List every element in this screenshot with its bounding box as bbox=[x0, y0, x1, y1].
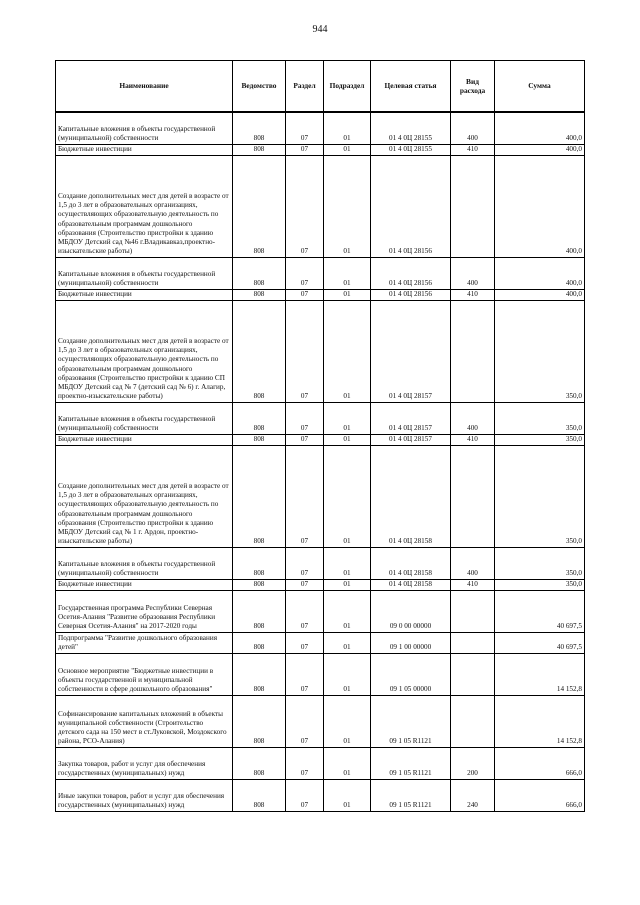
table-row bbox=[56, 779, 585, 811]
row-vid bbox=[451, 632, 495, 653]
row-vid: 410 bbox=[451, 579, 495, 590]
row-vid: 410 bbox=[451, 289, 495, 300]
row-name: Подпрограмма "Развитие дошкольного образования детей" bbox=[56, 632, 233, 653]
row-name: Софинансирование капитальных вложений в объекты муниципальной собственности (Строительство детского сада на 150 мест в ст.Луковской, Моздокского района, РСО-Алания) bbox=[56, 695, 233, 747]
row-podrazdel: 01 bbox=[324, 747, 371, 779]
row-name: Основное мероприятие "Бюджетные инвестиции в объекты государственной и муниципальной собственности в сфере дошкольного образования" bbox=[56, 653, 233, 695]
row-razdel: 07 bbox=[286, 579, 324, 590]
row-summa: 400,0 bbox=[495, 144, 585, 155]
row-name: Капитальные вложения в объекты государственной (муниципальной) собственности bbox=[56, 112, 233, 144]
row-statya: 01 4 0Ц 28157 bbox=[371, 434, 451, 445]
table-body bbox=[56, 112, 585, 811]
row-vid bbox=[451, 653, 495, 695]
row-podrazdel: 01 bbox=[324, 590, 371, 632]
row-razdel: 07 bbox=[286, 653, 324, 695]
table-row bbox=[56, 434, 585, 445]
row-statya: 01 4 0Ц 28155 bbox=[371, 112, 451, 144]
table-header-row bbox=[56, 61, 585, 113]
table-row bbox=[56, 547, 585, 579]
row-name: Создание дополнительных мест для детей в возрасте от 1,5 до 3 лет в образовательных организациях, осуществляющих образовательную деятельность по образовательным программам дошкольного образования (Строительство пристройки к зданию МБДОУ Детский сад №46 г.Владикавказ,проектно-изыскательские работы) bbox=[56, 155, 233, 257]
row-vedomstvo: 808 bbox=[233, 155, 286, 257]
row-razdel: 07 bbox=[286, 144, 324, 155]
row-vedomstvo: 808 bbox=[233, 402, 286, 434]
row-razdel: 07 bbox=[286, 402, 324, 434]
row-name: Закупка товаров, работ и услуг для обеспечения государственных (муниципальных) нужд bbox=[56, 747, 233, 779]
row-razdel: 07 bbox=[286, 445, 324, 547]
row-vid: 400 bbox=[451, 402, 495, 434]
row-summa: 400,0 bbox=[495, 257, 585, 289]
row-podrazdel: 01 bbox=[324, 445, 371, 547]
row-statya: 01 4 0Ц 28157 bbox=[371, 402, 451, 434]
row-summa: 350,0 bbox=[495, 300, 585, 402]
row-podrazdel: 01 bbox=[324, 402, 371, 434]
table-row bbox=[56, 155, 585, 257]
row-vedomstvo: 808 bbox=[233, 653, 286, 695]
row-razdel: 07 bbox=[286, 695, 324, 747]
row-statya: 01 4 0Ц 28158 bbox=[371, 579, 451, 590]
row-podrazdel: 01 bbox=[324, 632, 371, 653]
row-statya: 09 1 05 R1121 bbox=[371, 695, 451, 747]
header-razdel: Раздел bbox=[286, 61, 324, 113]
row-podrazdel: 01 bbox=[324, 300, 371, 402]
row-statya: 01 4 0Ц 28158 bbox=[371, 445, 451, 547]
row-summa: 40 697,5 bbox=[495, 632, 585, 653]
row-vid bbox=[451, 590, 495, 632]
page-number: 944 bbox=[312, 24, 328, 35]
row-razdel: 07 bbox=[286, 590, 324, 632]
row-podrazdel: 01 bbox=[324, 112, 371, 144]
row-statya: 09 0 00 00000 bbox=[371, 590, 451, 632]
row-summa: 350,0 bbox=[495, 402, 585, 434]
row-vid: 400 bbox=[451, 112, 495, 144]
table-row bbox=[56, 747, 585, 779]
row-razdel: 07 bbox=[286, 434, 324, 445]
row-name: Бюджетные инвестиции bbox=[56, 144, 233, 155]
table-row bbox=[56, 653, 585, 695]
header-podrazdel: Подраздел bbox=[324, 61, 371, 113]
row-vedomstvo: 808 bbox=[233, 579, 286, 590]
row-razdel: 07 bbox=[286, 632, 324, 653]
row-statya: 01 4 0Ц 28155 bbox=[371, 144, 451, 155]
row-vedomstvo: 808 bbox=[233, 747, 286, 779]
row-summa: 14 152,8 bbox=[495, 695, 585, 747]
row-vedomstvo: 808 bbox=[233, 445, 286, 547]
row-summa: 666,0 bbox=[495, 747, 585, 779]
row-name: Капитальные вложения в объекты государственной (муниципальной) собственности bbox=[56, 257, 233, 289]
table-row bbox=[56, 402, 585, 434]
row-razdel: 07 bbox=[286, 747, 324, 779]
row-vid: 240 bbox=[451, 779, 495, 811]
row-vedomstvo: 808 bbox=[233, 257, 286, 289]
row-vedomstvo: 808 bbox=[233, 144, 286, 155]
row-name: Бюджетные инвестиции bbox=[56, 434, 233, 445]
row-summa: 40 697,5 bbox=[495, 590, 585, 632]
row-summa: 666,0 bbox=[495, 779, 585, 811]
header-summa: Сумма bbox=[495, 61, 585, 113]
table-row bbox=[56, 590, 585, 632]
row-vedomstvo: 808 bbox=[233, 590, 286, 632]
row-vedomstvo: 808 bbox=[233, 695, 286, 747]
row-vid: 400 bbox=[451, 257, 495, 289]
header-vid: Вид расхода bbox=[451, 61, 495, 113]
row-vedomstvo: 808 bbox=[233, 779, 286, 811]
row-summa: 14 152,8 bbox=[495, 653, 585, 695]
row-vid: 200 bbox=[451, 747, 495, 779]
row-statya: 01 4 0Ц 28158 bbox=[371, 547, 451, 579]
row-podrazdel: 01 bbox=[324, 653, 371, 695]
table-row bbox=[56, 144, 585, 155]
row-name: Иные закупки товаров, работ и услуг для обеспечения государственных (муниципальных) нужд bbox=[56, 779, 233, 811]
row-vedomstvo: 808 bbox=[233, 547, 286, 579]
row-podrazdel: 01 bbox=[324, 289, 371, 300]
row-summa: 350,0 bbox=[495, 579, 585, 590]
table-row bbox=[56, 300, 585, 402]
row-vedomstvo: 808 bbox=[233, 289, 286, 300]
row-name: Государственная программа Республики Северная Осетия-Алания "Развитие образования Республики Северная Осетия-Алания" на 2017-2020 годы bbox=[56, 590, 233, 632]
row-summa: 350,0 bbox=[495, 445, 585, 547]
row-razdel: 07 bbox=[286, 155, 324, 257]
row-name: Бюджетные инвестиции bbox=[56, 579, 233, 590]
row-statya: 09 1 05 R1121 bbox=[371, 779, 451, 811]
table-row bbox=[56, 695, 585, 747]
row-summa: 400,0 bbox=[495, 112, 585, 144]
row-statya: 01 4 0Ц 28156 bbox=[371, 289, 451, 300]
row-statya: 09 1 00 00000 bbox=[371, 632, 451, 653]
table-row bbox=[56, 112, 585, 144]
header-vedomstvo: Ведомство bbox=[233, 61, 286, 113]
row-razdel: 07 bbox=[286, 257, 324, 289]
row-vedomstvo: 808 bbox=[233, 300, 286, 402]
row-podrazdel: 01 bbox=[324, 257, 371, 289]
budget-table bbox=[55, 60, 585, 812]
row-vedomstvo: 808 bbox=[233, 112, 286, 144]
row-vedomstvo: 808 bbox=[233, 632, 286, 653]
row-vid bbox=[451, 155, 495, 257]
row-vid bbox=[451, 300, 495, 402]
row-vid: 400 bbox=[451, 547, 495, 579]
row-statya: 09 1 05 00000 bbox=[371, 653, 451, 695]
row-podrazdel: 01 bbox=[324, 695, 371, 747]
row-name: Бюджетные инвестиции bbox=[56, 289, 233, 300]
row-podrazdel: 01 bbox=[324, 144, 371, 155]
row-statya: 01 4 0Ц 28156 bbox=[371, 155, 451, 257]
row-statya: 01 4 0Ц 28156 bbox=[371, 257, 451, 289]
row-statya: 09 1 05 R1121 bbox=[371, 747, 451, 779]
row-razdel: 07 bbox=[286, 779, 324, 811]
table-row bbox=[56, 257, 585, 289]
row-summa: 400,0 bbox=[495, 289, 585, 300]
row-razdel: 07 bbox=[286, 289, 324, 300]
row-razdel: 07 bbox=[286, 300, 324, 402]
row-summa: 350,0 bbox=[495, 434, 585, 445]
row-podrazdel: 01 bbox=[324, 155, 371, 257]
row-vid: 410 bbox=[451, 434, 495, 445]
row-podrazdel: 01 bbox=[324, 579, 371, 590]
row-summa: 400,0 bbox=[495, 155, 585, 257]
row-vid bbox=[451, 695, 495, 747]
table-row bbox=[56, 445, 585, 547]
row-vedomstvo: 808 bbox=[233, 434, 286, 445]
row-razdel: 07 bbox=[286, 547, 324, 579]
row-vid bbox=[451, 445, 495, 547]
row-podrazdel: 01 bbox=[324, 547, 371, 579]
table-row bbox=[56, 632, 585, 653]
row-podrazdel: 01 bbox=[324, 779, 371, 811]
table-row bbox=[56, 289, 585, 300]
row-summa: 350,0 bbox=[495, 547, 585, 579]
row-name: Капитальные вложения в объекты государственной (муниципальной) собственности bbox=[56, 402, 233, 434]
row-podrazdel: 01 bbox=[324, 434, 371, 445]
header-name: Наименование bbox=[56, 61, 233, 113]
row-name: Капитальные вложения в объекты государственной (муниципальной) собственности bbox=[56, 547, 233, 579]
row-razdel: 07 bbox=[286, 112, 324, 144]
header-statya: Целевая статья bbox=[371, 61, 451, 113]
row-statya: 01 4 0Ц 28157 bbox=[371, 300, 451, 402]
table-row bbox=[56, 579, 585, 590]
row-name: Создание дополнительных мест для детей в возрасте от 1,5 до 3 лет в образовательных организациях, осуществляющих образовательную деятельность по образовательным программам дошкольного образования (Строительство пристройки к зданию СП МБДОУ Детский сад № 7 (детский сад № 6) г. Алагир, проектно-изыскательские работы) bbox=[56, 300, 233, 402]
row-vid: 410 bbox=[451, 144, 495, 155]
row-name: Создание дополнительных мест для детей в возрасте от 1,5 до 3 лет в образовательных организациях, осуществляющих образовательную деятельность по образовательным программам дошкольного образования (Строительство пристройки к зданию МБДОУ Детский сад № 1 г. Ардон, проектно-изыскательские работы) bbox=[56, 445, 233, 547]
